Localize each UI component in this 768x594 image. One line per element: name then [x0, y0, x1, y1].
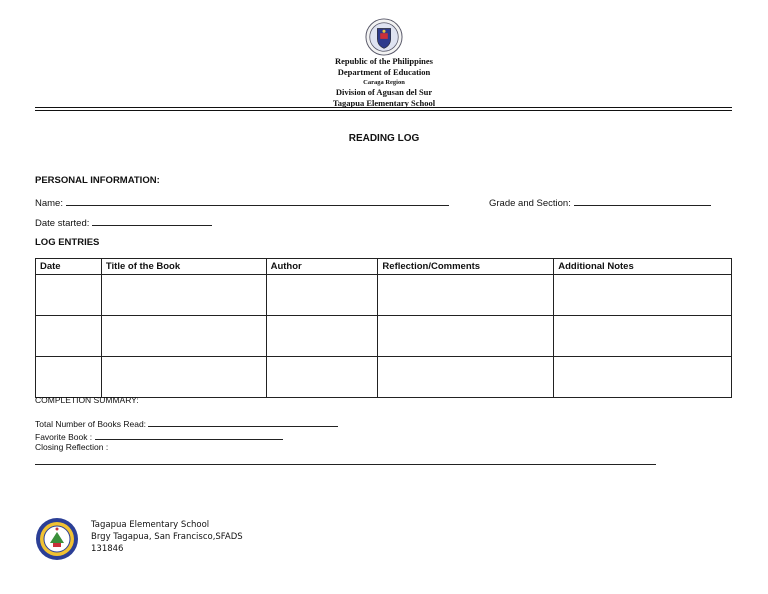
table-cell[interactable]: [378, 357, 554, 398]
name-label: Name:: [35, 198, 63, 209]
col-title: Title of the Book: [101, 259, 266, 275]
table-row: [36, 275, 732, 316]
date-label: Date started:: [35, 218, 90, 229]
date-row: [35, 216, 212, 229]
table-cell[interactable]: [266, 275, 378, 316]
deped-seal-icon: [365, 18, 403, 56]
table-cell[interactable]: [266, 357, 378, 398]
grade-row: [489, 196, 711, 209]
table-cell[interactable]: [36, 275, 102, 316]
name-field[interactable]: [66, 196, 449, 206]
table-cell[interactable]: [554, 275, 732, 316]
table-cell[interactable]: [101, 275, 266, 316]
favorite-row: [35, 430, 283, 442]
favorite-label: Favorite Book :: [35, 432, 93, 442]
footer-school: Tagapua Elementary School: [91, 520, 210, 530]
table-cell[interactable]: [554, 357, 732, 398]
page-title: READING LOG: [348, 133, 420, 144]
col-date: Date: [36, 259, 102, 275]
date-field[interactable]: [92, 216, 212, 226]
log-entries-heading: LOG ENTRIES: [35, 237, 100, 248]
footer-info: [91, 519, 243, 555]
school-logo-icon: [35, 517, 79, 561]
header-division: Division of Agusan del Sur: [335, 87, 433, 97]
letterhead: [0, 18, 768, 109]
table-cell[interactable]: [36, 316, 102, 357]
log-header-row: [36, 259, 732, 275]
footer-code: 131846: [91, 544, 124, 554]
header-republic: Republic of the Philippines: [334, 56, 433, 66]
col-notes: Additional Notes: [554, 259, 732, 275]
table-cell[interactable]: [378, 275, 554, 316]
grade-field[interactable]: [574, 196, 711, 206]
log-table: [35, 258, 732, 398]
table-cell[interactable]: [101, 357, 266, 398]
table-row: [36, 316, 732, 357]
header-school: Tagapua Elementary School: [332, 98, 436, 108]
table-row: [36, 357, 732, 398]
closing-field[interactable]: [35, 464, 656, 465]
header-rule-thin: [35, 110, 732, 111]
grade-label: Grade and Section:: [489, 198, 571, 209]
favorite-field[interactable]: [95, 430, 283, 440]
header-region: Caraga Region: [363, 79, 405, 86]
summary-heading: COMPLETION SUMMARY:: [35, 395, 139, 405]
closing-label: Closing Reflection :: [35, 442, 109, 452]
personal-info-heading: PERSONAL INFORMATION:: [35, 175, 160, 186]
table-cell[interactable]: [101, 316, 266, 357]
header-rule-thick: [35, 107, 732, 108]
col-author: Author: [266, 259, 378, 275]
table-cell[interactable]: [36, 357, 102, 398]
total-label: Total Number of Books Read:: [35, 419, 147, 429]
total-field[interactable]: [148, 417, 338, 427]
table-cell[interactable]: [378, 316, 554, 357]
header-department: Department of Education: [337, 67, 431, 77]
footer-address: Brgy Tagapua, San Francisco,SFADS: [91, 532, 243, 542]
total-row: [35, 417, 338, 429]
table-cell[interactable]: [266, 316, 378, 357]
name-row: [35, 196, 449, 209]
table-cell[interactable]: [554, 316, 732, 357]
col-reflection: Reflection/Comments: [378, 259, 554, 275]
